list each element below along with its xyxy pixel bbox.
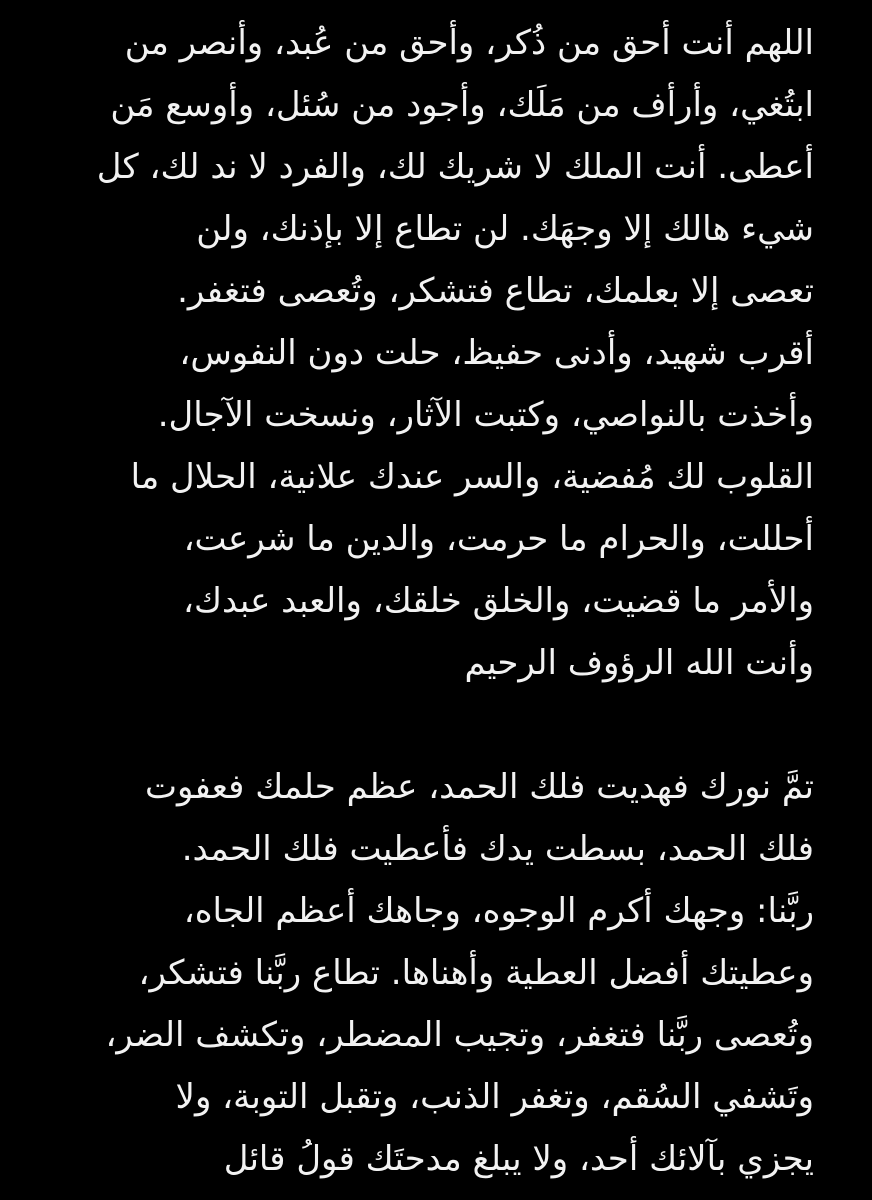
text-line: وأنت الله الرؤوف الرحيم xyxy=(464,643,814,683)
text-line: فلك الحمد، بسطت يدك فأعطيت فلك الحمد. xyxy=(181,829,814,869)
text-line: أقرب شهيد، وأدنى حفيظ، حلت دون النفوس، xyxy=(179,333,814,373)
text-line: وعطيتك أفضل العطية وأهناها. تطاع ربَّنا فتشكر، xyxy=(138,953,814,993)
paragraph-1 xyxy=(54,12,814,694)
text-line: أعطى. أنت الملك لا شريك لك، والفرد لا ند لك، كل xyxy=(96,147,814,187)
text-line: وتُعصى ربَّنا فتغفر، وتجيب المضطر، وتكشف الضر، xyxy=(105,1015,814,1055)
text-line: والأمر ما قضيت، والخلق خلقك، والعبد عبدك، xyxy=(182,581,814,621)
text-line: اللهم أنت أحق من ذُكر، وأحق من عُبد، وأنصر من xyxy=(124,23,814,63)
text-line: تمَّ نورك فهديت فلك الحمد، عظم حلمك فعفوت xyxy=(144,767,814,807)
text-line: ربَّنا: وجهك أكرم الوجوه، وجاهك أعظم الجاه، xyxy=(183,891,814,931)
text-line: وأخذت بالنواصي، وكتبت الآثار، ونسخت الآجال. xyxy=(157,395,814,435)
text-line: يجزي بآلائك أحد، ولا يبلغ مدحتَك قولُ قائل xyxy=(223,1139,814,1179)
paragraph-gap xyxy=(54,694,814,756)
paragraph-2 xyxy=(54,756,814,1190)
text-line: القلوب لك مُفضية، والسر عندك علانية، الحلال ما xyxy=(130,457,814,497)
text-line: وتَشفي السُقم، وتغفر الذنب، وتقبل التوبة، ولا xyxy=(175,1077,814,1117)
text-line: أحللت، والحرام ما حرمت، والدين ما شرعت، xyxy=(183,519,814,559)
text-line: ابتُغي، وأرأف من مَلَك، وأجود من سُئل، وأوسع مَن xyxy=(110,85,814,125)
prayer-text xyxy=(54,12,814,1190)
text-line: شيء هالك إلا وجهَك. لن تطاع إلا بإذنك، ولن xyxy=(196,209,814,249)
text-line: تعصى إلا بعلمك، تطاع فتشكر، وتُعصى فتغفر. xyxy=(177,271,814,311)
